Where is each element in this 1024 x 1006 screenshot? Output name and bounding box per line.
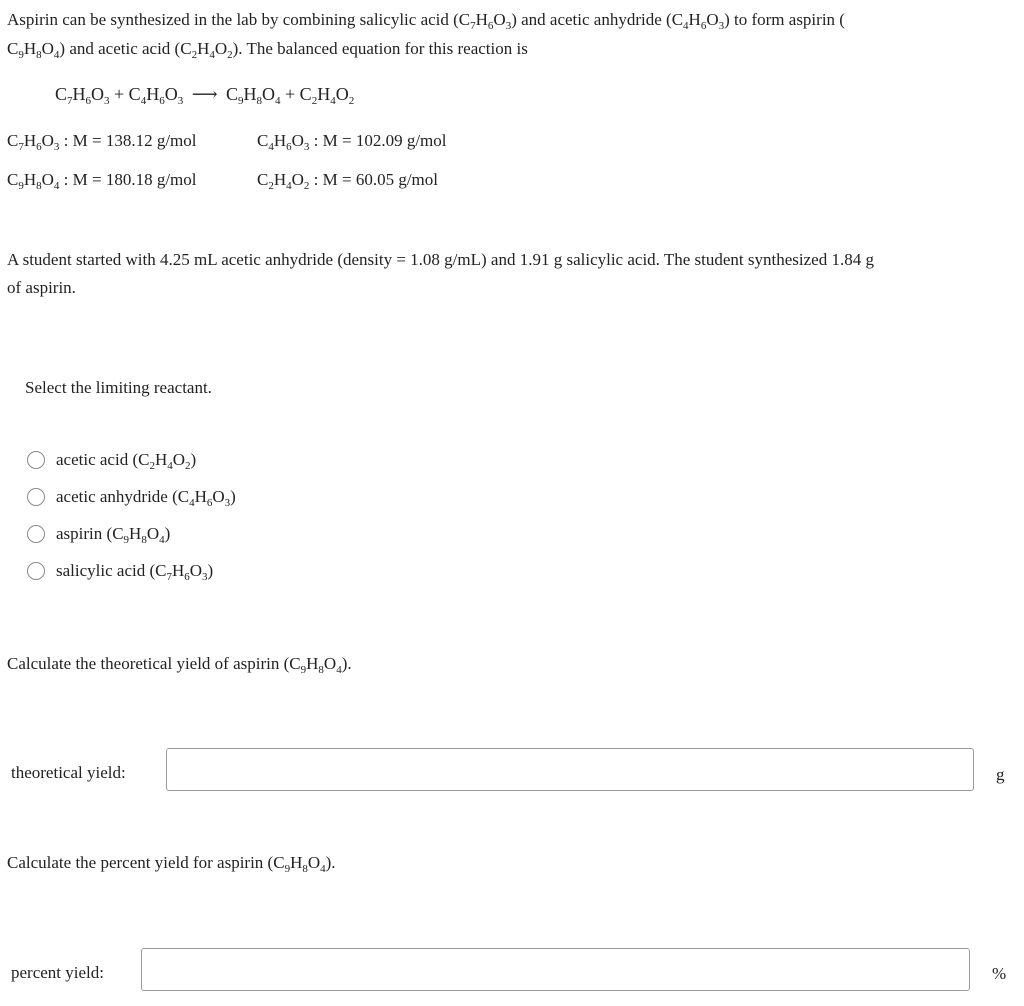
percent-yield-input[interactable] bbox=[141, 948, 970, 991]
option-label: salicylic acid $(C_7H_6O_3)$ bbox=[56, 560, 214, 583]
option-salicylic-acid[interactable] bbox=[27, 552, 236, 589]
molar-mass-salicylic: $C_7H_6O_3$ : M = 138.12 g/mol bbox=[7, 131, 197, 153]
radio-button[interactable] bbox=[27, 451, 45, 469]
formula-aspirin: $C_9H_8O_4$ bbox=[7, 39, 60, 61]
reaction-arrow: ⟶ bbox=[191, 84, 218, 104]
option-label: aspirin $(C_9H_8O_4)$ bbox=[56, 523, 171, 546]
molar-mass-acetic: $C_2H_4O_2$ : M = 60.05 g/mol bbox=[257, 170, 439, 192]
percent-yield-unit: % bbox=[992, 964, 1007, 983]
theoretical-yield-prompt: Calculate the theoretical yield of aspirin $(C_9H_8O_4)$. bbox=[7, 654, 352, 676]
radio-button[interactable] bbox=[27, 525, 45, 543]
formula-acetic: $C_2H_4O_2$ bbox=[180, 39, 233, 61]
balanced-equation: $C_7H_6O_3 + C_4H_6O_3$ ⟶ $C_9H_8O_4 + C_2H_4O_2$ bbox=[55, 84, 355, 107]
option-acetic-anhydride[interactable] bbox=[27, 478, 236, 515]
theoretical-yield-unit: g bbox=[996, 765, 1005, 784]
limiting-reactant-options bbox=[27, 441, 236, 589]
limiting-reactant-prompt: Select the limiting reactant. bbox=[25, 378, 212, 397]
intro-paragraph: Aspirin can be synthesized in the lab by combining salicylic acid $(C_7H_6O_3)$ and acetic anhydride $(C_4H_6O_3)$ to form aspirin ( $C_9H_8O_4$) and acetic acid $(C_2H_4O_2)$. The balanced equation for this reaction is bbox=[7, 10, 845, 61]
molar-mass-aspirin: $C_9H_8O_4$ : M = 180.18 g/mol bbox=[7, 170, 197, 192]
theoretical-yield-input[interactable] bbox=[166, 748, 974, 791]
option-label: acetic anhydride $(C_4H_6O_3)$ bbox=[56, 486, 236, 509]
percent-yield-prompt: Calculate the percent yield for aspirin $(C_9H_8O_4)$. bbox=[7, 853, 336, 875]
molar-mass-anhydride: $C_4H_6O_3$ : M = 102.09 g/mol bbox=[257, 131, 447, 153]
option-label: acetic acid $(C_2H_4O_2)$ bbox=[56, 449, 197, 472]
problem-statement: A student started with 4.25 mL acetic anhydride (density = 1.08 g/mL) and 1.91 g salicylic acid. The student synthesized 1.84 g of aspirin. bbox=[7, 250, 874, 297]
percent-yield-label: percent yield: bbox=[11, 963, 104, 982]
option-acetic-acid[interactable] bbox=[27, 441, 236, 478]
formula-anhydride: $C_4H_6O_3$ bbox=[671, 10, 725, 32]
option-aspirin[interactable] bbox=[27, 515, 236, 552]
formula-salicylic: $C_7H_6O_3$ bbox=[458, 10, 512, 32]
theoretical-yield-label: theoretical yield: bbox=[11, 763, 126, 782]
radio-button[interactable] bbox=[27, 562, 45, 580]
radio-button[interactable] bbox=[27, 488, 45, 506]
